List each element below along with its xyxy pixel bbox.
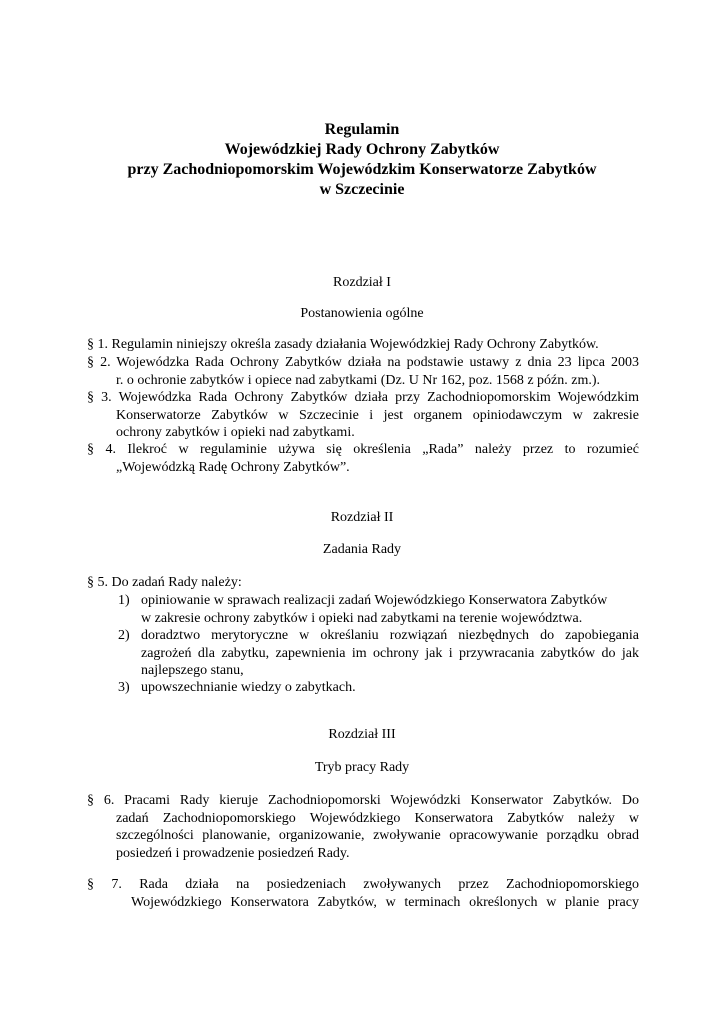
document-title-line-3: przy Zachodniopomorskim Wojewódzkim Konserwatorze Zabytków [127,161,597,178]
list-item-2-line-3: najlepszego stanu, [141,663,244,678]
paragraph-4-line-1: § 4. Ilekroć w regulaminie używa się określenia „Rada” należy przez to rozumieć [87,442,639,457]
paragraph-5-line: § 5. Do zadań Rady należy: [87,575,242,590]
paragraph-3-line-2: Konserwatorze Zabytków w Szczecinie i jest organem opiniodawczym w zakresie [116,407,639,423]
chapter-2-label: Rozdział II [330,510,394,525]
paragraph-5 [87,574,639,592]
list-item-1-line-2: w zakresie ochrony zabytków i opieki nad zabytkami na terenie województwa. [141,610,583,626]
list-item-1-number: 1) [118,593,130,608]
paragraph-1 [87,336,647,354]
paragraph-6-line-1: § 6. Pracami Rady kieruje Zachodniopomorski Wojewódzki Konserwator Zabytków. Do [87,793,639,808]
chapter-1-label: Rozdział I [333,275,391,290]
list-item-3-number: 3) [118,680,130,695]
document-title-line-1: Regulamin [324,121,400,138]
document-title-line-4: w Szczecinie [319,181,405,198]
paragraph-2-line-2: r. o ochronie zabytków i opiece nad zabytkami (Dz. U Nr 162, poz. 1568 z późn. zm.). [116,372,601,388]
paragraph-3-line-3: ochrony zabytków i opieki nad zabytkami. [116,425,355,440]
paragraph-3-line-1: § 3. Wojewódzka Rada Ochrony Zabytków działa przy Zachodniopomorskim Wojewódzkim [87,390,639,405]
chapter-3-name: Tryb pracy Rady [314,760,410,775]
paragraph-6 [87,792,639,862]
list-item-2-line-2: zagrożeń dla zabytku, zapewnienia im ochrony jak i przywracania zabytków do jak [141,645,639,661]
chapter-1-name: Postanowienia ogólne [300,306,424,321]
paragraph-6-line-2: zadań Zachodniopomorskiego Wojewódzkiego Konserwatora Zabytków należy w [116,810,639,826]
chapter-2-name: Zadania Rady [322,542,402,557]
list-item-3 [118,679,639,697]
list-item-2-line-1: doradztwo merytoryczne w określaniu rozwiązań niezbędnych do zapobiegania [141,628,639,643]
list-item-3-line-1: upowszechnianie wiedzy o zabytkach. [141,680,356,695]
paragraph-7-line-1: § 7. Rada działa na posiedzeniach zwoływanych przez Zachodniopomorskiego [87,877,639,892]
chapter-3-label: Rozdział III [328,727,396,742]
document-title-line-2: Wojewódzkiej Rady Ochrony Zabytków [224,141,500,158]
list-item-1-line-1: opiniowanie w sprawach realizacji zadań Wojewódzkiego Konserwatora Zabytków [141,593,608,608]
paragraph-6-line-3: szczególności planowanie, organizowanie, zwoływanie opracowywanie porządku obrad [116,828,639,843]
list-item-2-number: 2) [118,628,130,643]
paragraph-2-line-1: § 2. Wojewódzka Rada Ochrony Zabytków działa na podstawie ustawy z dnia 23 lipca 2003 [87,355,639,370]
paragraph-2 [87,354,639,389]
list-item-2 [118,627,639,680]
paragraph-4-line-2: „Wojewódzką Radę Ochrony Zabytków”. [116,459,350,475]
paragraph-4 [87,441,639,476]
paragraph-1-line: § 1. Regulamin niniejszy określa zasady działania Wojewódzkiej Rady Ochrony Zabytków. [87,337,599,352]
paragraph-6-line-4: posiedzeń i prowadzenie posiedzeń Rady. [116,845,350,861]
paragraph-7-line-2: Wojewódzkiego Konserwatora Zabytków, w terminach określonych w planie pracy [131,894,639,910]
paragraph-7 [87,876,639,911]
paragraph-3 [87,389,639,442]
list-item-1 [118,592,639,627]
